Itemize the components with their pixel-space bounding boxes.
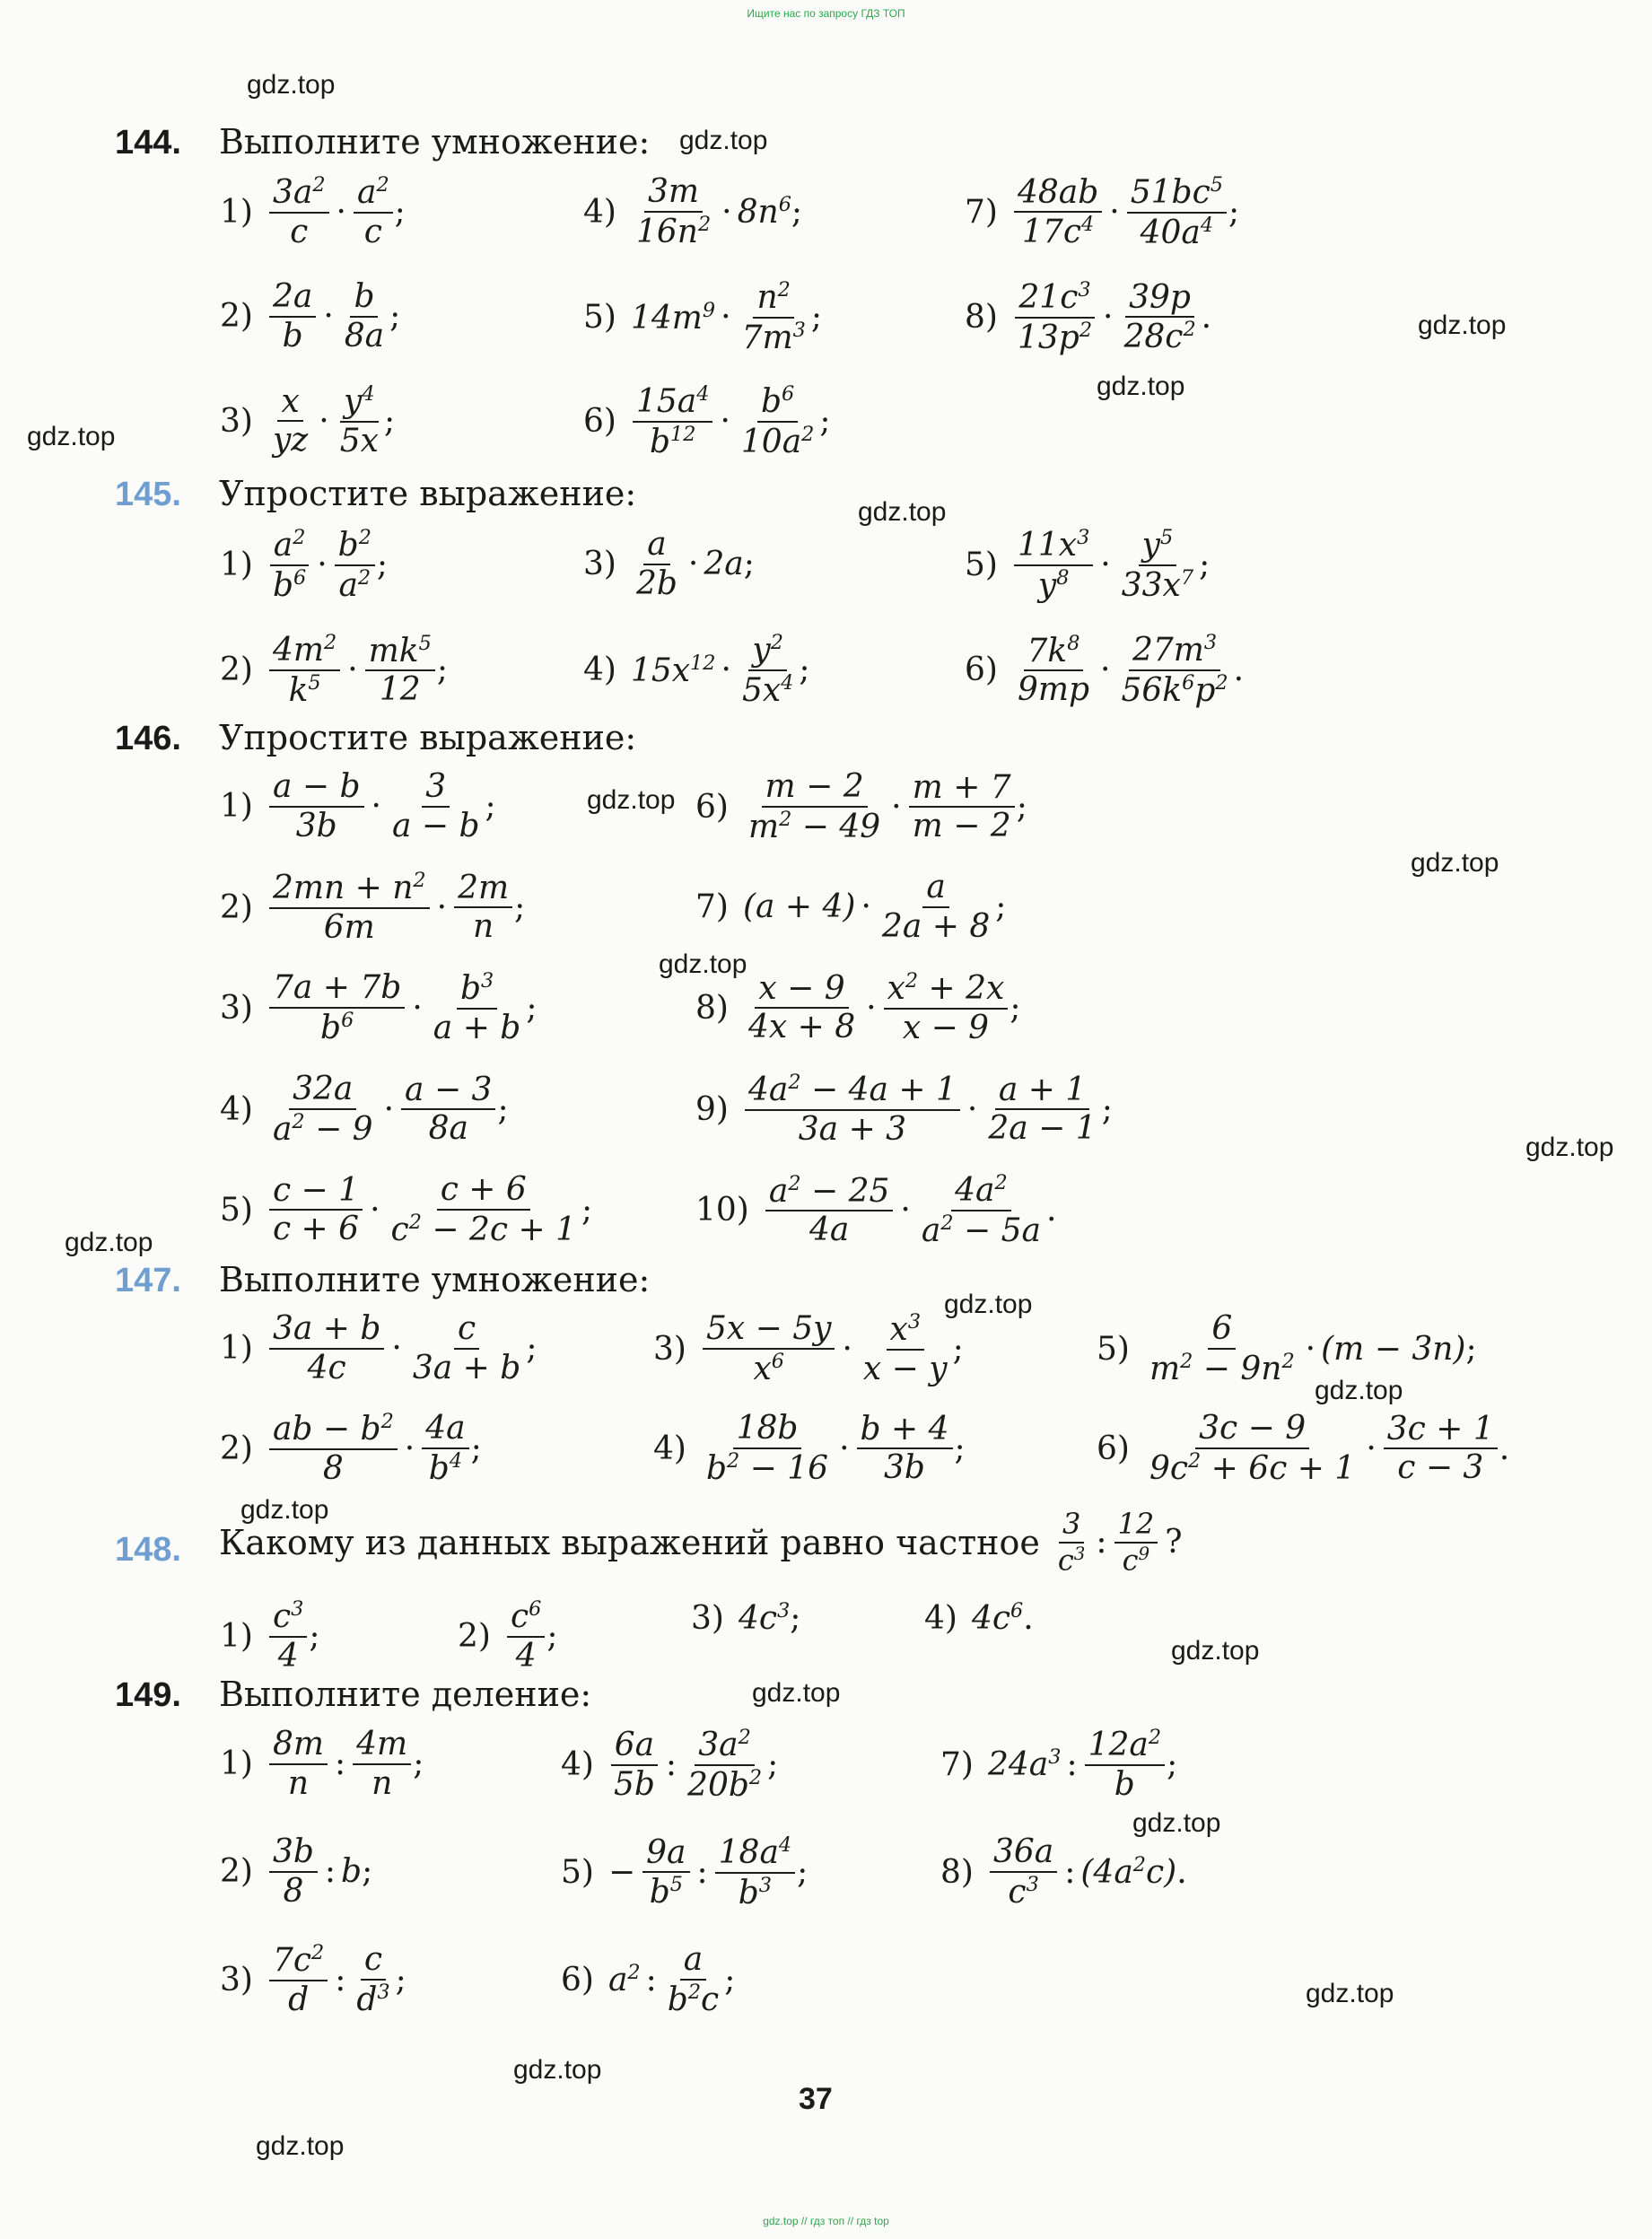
problem-number: 145. bbox=[115, 476, 181, 513]
problem-title: Выполните деление: bbox=[219, 1675, 592, 1714]
problem-number: 147. bbox=[115, 1262, 181, 1299]
watermark: gdz.top bbox=[659, 949, 747, 979]
expression: 7) (a + 4) · $\frac{a}{2a + 8}$ ; bbox=[695, 869, 1007, 945]
expression: 8) $\frac{21c^3}{13p^2}$ · $\frac{39p}{28c^2}$ . bbox=[965, 278, 1212, 356]
expression: 4) $15x^{12}$ · $\frac{y^2}{5x^4}$ ; bbox=[583, 631, 810, 709]
expression: 8) $\frac{36a}{c^3}$ : $(4a^2c)$ . bbox=[940, 1833, 1187, 1911]
expression: 3) $\frac{a}{2b}$ · 2a ; bbox=[583, 526, 755, 602]
expression: 1) $\frac{a^2}{b^6}$ · $\frac{b^2}{a^2}$ ; bbox=[220, 526, 389, 604]
problem-title: Какому из данных выражений равно частное $\frac{3}{c^3}$ : $\frac{12}{c^9}$ ? bbox=[219, 1507, 1183, 1578]
watermark: gdz.top bbox=[1525, 1133, 1614, 1162]
watermark: gdz.top bbox=[752, 1678, 841, 1708]
bottom-banner: gdz.top // гдз топ // гдз top bbox=[763, 2215, 889, 2227]
expression: 1) $\frac{a - b}{3b}$ · $\frac{3}{a - b}$ ; bbox=[220, 768, 496, 844]
watermark: gdz.top bbox=[240, 1495, 329, 1525]
expression: 3) $\frac{5x - 5y}{x^6}$ · $\frac{x^3}{x - y}$ ; bbox=[653, 1310, 964, 1387]
watermark: gdz.top bbox=[858, 497, 947, 527]
expression: 1) $\frac{8m}{n}$ : $\frac{4m}{n}$ ; bbox=[220, 1726, 424, 1802]
watermark: gdz.top bbox=[27, 422, 116, 451]
expression: 2) $\frac{ab - b^2}{8}$ · $\frac{4a}{b^4}$ ; bbox=[220, 1410, 482, 1487]
expression: 1) $\frac{3a + b}{4c}$ · $\frac{c}{3a + b}$ ; bbox=[220, 1310, 538, 1386]
watermark: gdz.top bbox=[1171, 1636, 1260, 1666]
watermark: gdz.top bbox=[1132, 1808, 1221, 1838]
expression: 5) $14m^9$ · $\frac{n^2}{7m^3}$ ; bbox=[583, 278, 822, 356]
top-banner: Ищите нас по запросу ГДЗ ТОП bbox=[747, 7, 905, 20]
expression: 5) $\frac{c - 1}{c + 6}$ · $\frac{c + 6}{c^2 - 2c + 1}$ ; bbox=[220, 1171, 593, 1248]
expression: 6) $\frac{7k^8}{9mp}$ · $\frac{27m^3}{56k^6p^2}$ . bbox=[965, 631, 1245, 709]
answer-option: 1) $\frac{c^3}{4}$ ; bbox=[220, 1597, 320, 1675]
watermark: gdz.top bbox=[247, 70, 336, 100]
watermark: gdz.top bbox=[1411, 848, 1499, 878]
expression: 5) $\frac{11x^3}{y^8}$ · $\frac{y^5}{33x^7}$ ; bbox=[965, 526, 1211, 604]
problem-number: 149. bbox=[115, 1676, 181, 1714]
watermark: gdz.top bbox=[679, 126, 768, 155]
problem-title: Выполните умножение: bbox=[219, 1260, 651, 1299]
expression: 9) $\frac{4a^2 - 4a + 1}{3a + 3}$ · $\frac{a + 1}{2a - 1}$ ; bbox=[695, 1071, 1113, 1148]
expression: 1) $\frac{3a^2}{c}$ · $\frac{a^2}{c}$ ; bbox=[220, 173, 406, 250]
answer-option: 4) $4c^6$ . bbox=[924, 1599, 1034, 1637]
problem-number: 146. bbox=[115, 720, 181, 757]
watermark: gdz.top bbox=[1097, 372, 1185, 401]
expression: 6) $\frac{m - 2}{m^2 - 49}$ · $\frac{m + 7}{m - 2}$ ; bbox=[695, 768, 1027, 845]
expression: 5) $\frac{6}{m^2 - 9n^2}$ · (m − 3n) ; bbox=[1097, 1310, 1477, 1387]
problem-number: 144. bbox=[115, 124, 181, 162]
expression: 2) $\frac{4m^2}{k^5}$ · $\frac{mk^5}{12}$ ; bbox=[220, 631, 448, 709]
expression: 5) − $\frac{9a}{b^5}$ : $\frac{18a^4}{b^3}$ ; bbox=[561, 1833, 809, 1911]
watermark: gdz.top bbox=[256, 2131, 345, 2161]
expression: 6) $\frac{3c - 9}{9c^2 + 6c + 1}$ · $\frac{3c + 1}{c - 3}$ . bbox=[1097, 1410, 1510, 1487]
expression: 4) $\frac{3m}{16n^2}$ · $8n^6$ ; bbox=[583, 173, 803, 250]
problem-number: 148. bbox=[115, 1531, 181, 1569]
watermark: gdz.top bbox=[1418, 310, 1507, 340]
answer-option: 3) $4c^3$ ; bbox=[691, 1599, 801, 1637]
expression: 4) $\frac{6a}{5b}$ : $\frac{3a^2}{20b^2}$ ; bbox=[561, 1726, 779, 1804]
watermark: gdz.top bbox=[587, 785, 676, 815]
expression: 4) $\frac{32a}{a^2 - 9}$ · $\frac{a - 3}{8a}$ ; bbox=[220, 1071, 509, 1148]
expression: 2) $\frac{2mn + n^2}{6m}$ · $\frac{2m}{n}$ ; bbox=[220, 869, 526, 946]
problem-title: Упростите выражение: bbox=[219, 718, 637, 757]
expression: 2) $\frac{3b}{8}$ : b ; bbox=[220, 1833, 373, 1910]
problem-title: Упростите выражение: bbox=[219, 474, 637, 513]
expression: 3) $\frac{7c^2}{d}$ : $\frac{c}{d^3}$ ; bbox=[220, 1941, 406, 2018]
watermark: gdz.top bbox=[944, 1290, 1033, 1319]
expression: 10) $\frac{a^2 - 25}{4a}$ · $\frac{4a^2}{a^2 - 5a}$ . bbox=[695, 1171, 1057, 1249]
problem-title: Выполните умножение: bbox=[219, 122, 651, 162]
page-number: 37 bbox=[799, 2082, 833, 2116]
expression: 6) $a^2$ : $\frac{a}{b^2c}$ ; bbox=[561, 1941, 736, 2018]
expression: 4) $\frac{18b}{b^2 - 16}$ · $\frac{b + 4}{3b}$ ; bbox=[653, 1410, 966, 1487]
expression: 3) $\frac{x}{yz}$ · $\frac{y^4}{5x}$ ; bbox=[220, 382, 396, 459]
expression: 2) $\frac{2a}{b}$ · $\frac{b}{8a}$ ; bbox=[220, 278, 401, 354]
watermark: gdz.top bbox=[513, 2055, 602, 2085]
expression: 7) $24a^3$ : $\frac{12a^2}{b}$ ; bbox=[940, 1726, 1178, 1803]
watermark: gdz.top bbox=[1306, 1979, 1394, 2008]
expression: 8) $\frac{x - 9}{4x + 8}$ · $\frac{x^2 + 2x}{x - 9}$ ; bbox=[695, 969, 1021, 1046]
watermark: gdz.top bbox=[1315, 1376, 1403, 1405]
answer-option: 2) $\frac{c^6}{4}$ ; bbox=[458, 1597, 558, 1675]
expression: 6) $\frac{15a^4}{b^{12}}$ · $\frac{b^6}{10a^2}$ ; bbox=[583, 382, 831, 460]
watermark: gdz.top bbox=[65, 1228, 153, 1257]
expression: 3) $\frac{7a + 7b}{b^6}$ · $\frac{b^3}{a + b}$ ; bbox=[220, 969, 538, 1046]
expression: 7) $\frac{48ab}{17c^4}$ · $\frac{51bc^5}{40a^4}$ ; bbox=[965, 173, 1240, 251]
